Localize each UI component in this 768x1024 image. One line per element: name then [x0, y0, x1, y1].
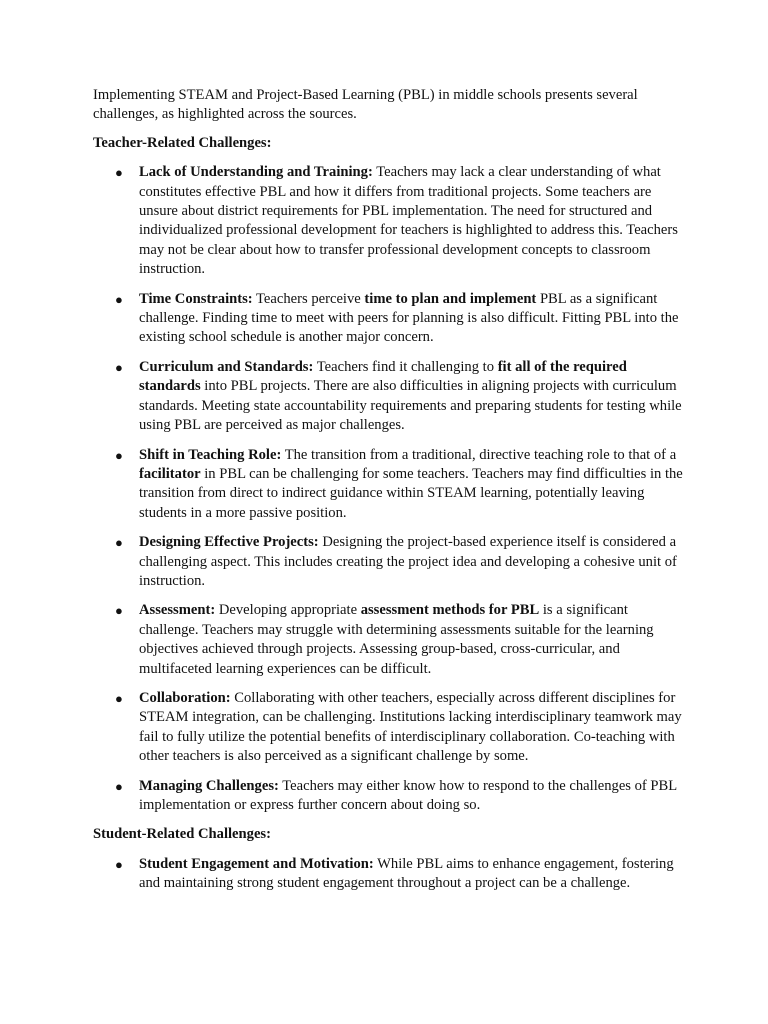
teacher-challenges-list: [93, 163, 683, 815]
text-run: is a significant challenge. Teachers may struggle with determining assessments suitable for the learning objectives achieved through projects. Assessing group-based, cross-curricular, and multifaceted learning experiences can be difficult.: [139, 602, 654, 677]
list-item-text: [139, 534, 677, 589]
text-run: in PBL can be challenging for some teachers. Teachers may find difficulties in the transition from direct to indirect guidance within STEAM learning, potentially leaving students in a more passive position.: [139, 465, 683, 521]
list-item-text: [139, 359, 682, 433]
student-challenges-list: [93, 855, 683, 894]
list-item-text: [139, 602, 654, 676]
bold-text-run: fit all of the required standards: [139, 358, 627, 395]
text-run: Collaborating with other teachers, especially across different disciplines for STEAM integration, can be challenging. Institutions lacking interdisciplinary teamwork may fail to fully utilize the potential benefits of interdisciplinary collaboration. Co-teaching with other teachers is also perceived as a significant challenge by some.: [139, 689, 682, 765]
text-run: into PBL projects. There are also difficulties in aligning projects with curriculum standards. Meeting state accountability requirements and preparing students for testing while using PBL are perceived as major challenges.: [139, 378, 682, 434]
text-run: While PBL aims to enhance engagement, fostering and maintaining strong student engagement throughout a project can be a challenge.: [139, 855, 674, 892]
bullet-icon: ●: [115, 603, 123, 619]
text-run: Teachers may either know how to respond to the challenges of PBL implementation or express further concern about doing so.: [139, 777, 677, 813]
list-item: [93, 601, 683, 679]
bullet-icon: ●: [115, 690, 123, 706]
list-item: [93, 689, 683, 767]
list-item: [93, 855, 683, 894]
list-item-text: [139, 164, 678, 277]
bold-text-run: Assessment:: [139, 602, 216, 619]
list-item: [93, 446, 683, 524]
bullet-icon: ●: [115, 856, 123, 872]
list-item: [93, 777, 683, 816]
list-item: [93, 163, 683, 279]
bullet-icon: ●: [115, 165, 123, 181]
text-run: The transition from a traditional, directive teaching role to that of a: [281, 446, 677, 463]
list-item: [93, 358, 683, 436]
list-item-text: [139, 447, 683, 521]
list-item-text: [139, 778, 677, 813]
bullet-icon: ●: [115, 778, 123, 794]
document-page: [93, 86, 683, 904]
text-run: Teachers may lack a clear understanding of what constitutes effective PBL and how it differs from traditional projects. Some teachers are unsure about district requirements for PBL implementation. The need for structured and individualized professional development for teachers is highlighted to address this. Teachers may not be clear about how to transfer professional development concepts to classroom instruction.: [139, 164, 678, 278]
text-run: Teachers perceive: [252, 290, 365, 307]
list-item: [93, 290, 683, 348]
list-item-text: [139, 291, 679, 346]
bold-text-run: time to plan and implement: [364, 290, 537, 307]
bold-text-run: Designing Effective Projects:: [139, 534, 319, 551]
intro-paragraph: Implementing STEAM and Project-Based Learning (PBL) in middle schools presents several challenges, as highlighted across the sources.: [93, 87, 638, 123]
bold-text-run: Collaboration:: [139, 689, 231, 706]
text-run: Designing the project-based experience itself is considered a challenging aspect. This includes creating the project idea and developing a cohesive unit of instruction.: [139, 534, 677, 589]
text-run: PBL as a significant challenge. Finding time to meet with peers for planning is also difficult. Fitting PBL into the existing school schedule is another major concern.: [139, 290, 679, 346]
bold-text-run: Curriculum and Standards:: [139, 358, 314, 375]
list-item-text: [139, 856, 674, 891]
bullet-icon: ●: [115, 447, 123, 463]
bold-text-run: Managing Challenges:: [139, 777, 279, 794]
list-item: [93, 533, 683, 591]
bold-text-run: Shift in Teaching Role:: [139, 446, 282, 463]
bullet-icon: ●: [115, 291, 123, 307]
bold-text-run: assessment methods for PBL: [360, 602, 540, 619]
bullet-icon: ●: [115, 535, 123, 551]
text-run: Developing appropriate: [215, 602, 361, 619]
bullet-icon: ●: [115, 359, 123, 375]
list-item-text: [139, 690, 682, 764]
bold-text-run: Time Constraints:: [139, 290, 253, 307]
bold-text-run: Student Engagement and Motivation:: [139, 855, 374, 872]
text-run: Teachers find it challenging to: [313, 358, 498, 375]
section-heading-student: Student-Related Challenges:: [93, 826, 271, 843]
bold-text-run: facilitator: [139, 465, 201, 482]
section-heading-teacher: Teacher-Related Challenges:: [93, 134, 272, 151]
bold-text-run: Lack of Understanding and Training:: [139, 164, 373, 181]
